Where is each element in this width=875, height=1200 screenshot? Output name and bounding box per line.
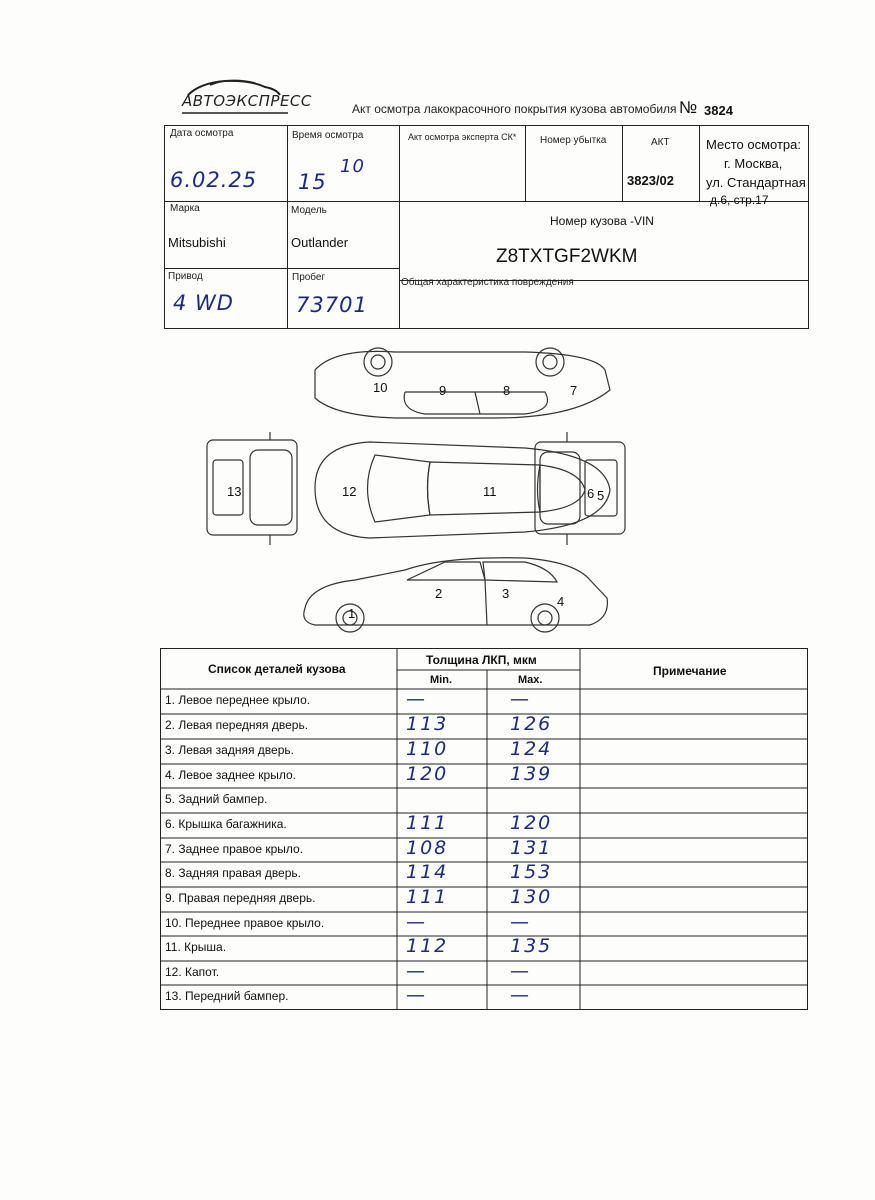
min-value: — [406,911,427,933]
table-row-label: 4. Левое заднее крыло. [165,768,296,782]
company-logo [180,75,312,119]
place-line2: ул. Стандартная [706,175,806,190]
table-row-label: 10. Переднее правое крыло. [165,916,325,930]
brand-value: Mitsubishi [168,235,226,250]
zone-label-9: 9 [439,383,447,398]
table-row-label: 8. Задняя правая дверь. [165,866,301,880]
time-minutes: 10 [340,156,365,177]
table-row-label: 2. Левая передняя дверь. [165,718,309,732]
min-value: 112 [406,935,449,957]
place-label: Место осмотра: [706,137,801,152]
zone-label-8: 8 [503,383,511,398]
document-number: 3824 [704,103,733,118]
logo-text: АВТОЭКСПРЕСС [182,92,312,110]
min-value: 120 [406,763,449,785]
loss-number-label: Номер убытка [540,135,607,146]
max-value: — [510,984,531,1006]
min-value: 111 [406,886,449,908]
min-value: 114 [406,861,449,883]
vin-value: Z8TXTGF2WKM [496,246,638,267]
car-right-side-view [315,348,610,418]
body-parts-table [160,648,808,1010]
table-row-label: 7. Заднее правое крыло. [165,842,304,856]
act-label: АКТ [651,137,670,148]
col-min-header: Min. [430,674,452,686]
zone-label-4: 4 [557,594,565,609]
min-value: 110 [406,738,449,760]
min-value: 113 [406,713,449,735]
col-max-header: Max. [518,674,543,686]
col-thickness-header: Толщина ЛКП, мкм [426,653,537,667]
zone-label-2: 2 [435,586,443,601]
header-table [164,125,809,329]
table-row-label: 11. Крыша. [165,940,227,954]
min-value: — [406,984,427,1006]
time-hours: 15 [298,170,327,194]
place-line3: д.6, стр.17 [710,193,769,207]
zone-label-5: 5 [597,488,605,503]
zone-label-12: 12 [342,484,357,499]
car-body-diagram [195,340,635,635]
car-front-view [207,432,297,545]
model-value: Outlander [291,235,349,250]
max-value: — [510,688,531,710]
col-note-header: Примечание [653,664,727,678]
zone-label-7: 7 [570,383,578,398]
max-value: 130 [510,886,553,908]
min-value: — [406,688,427,710]
col-parts-header: Список деталей кузова [208,662,346,676]
brand-label: Марка [170,203,200,214]
table-row-label: 12. Капот. [165,965,220,979]
time-label: Время осмотра [292,130,364,141]
vin-label: Номер кузова -VIN [550,214,654,228]
damage-label: Общая характеристика повреждения [401,277,574,288]
act-value: 3823/02 [627,173,674,188]
zone-label-11: 11 [483,484,497,499]
drive-label: Привод [168,271,203,282]
zone-label-6: 6 [587,486,595,501]
zone-label-13: 13 [227,484,242,499]
table-row-label: 9. Правая передняя дверь. [165,891,316,905]
zone-label-1: 1 [348,606,356,621]
car-rear-view [535,432,625,545]
date-value: 6.02.25 [170,168,258,192]
min-value: 111 [406,812,449,834]
table-row-label: 3. Левая задняя дверь. [165,743,294,757]
min-value: — [406,960,427,982]
max-value: 126 [510,713,553,735]
table-row-label: 1. Левое переднее крыло. [165,693,311,707]
zone-label-3: 3 [502,586,510,601]
max-value: 135 [510,935,553,957]
model-label: Модель [291,205,327,216]
drive-value: 4 WD [173,291,234,315]
mileage-value: 73701 [296,293,368,317]
max-value: 124 [510,738,553,760]
table-row-label: 13. Передний бампер. [165,989,289,1003]
date-label: Дата осмотра [170,128,234,139]
place-line1: г. Москва, [724,156,783,171]
max-value: — [510,960,531,982]
max-value: 153 [510,861,553,883]
zone-label-10: 10 [373,380,388,395]
table-row-label: 6. Крышка багажника. [165,817,287,831]
max-value: 120 [510,812,553,834]
number-sign: № [679,98,698,117]
table-row-label: 5. Задний бампер. [165,792,268,806]
min-value: 108 [406,837,449,859]
document-title: Акт осмотра лакокрасочного покрытия кузова автомобиля [352,102,677,116]
max-value: 131 [510,837,553,859]
max-value: — [510,911,531,933]
expert-act-label: Акт осмотра эксперта СК* [408,132,517,142]
max-value: 139 [510,763,553,785]
mileage-label: Пробег [292,272,326,283]
